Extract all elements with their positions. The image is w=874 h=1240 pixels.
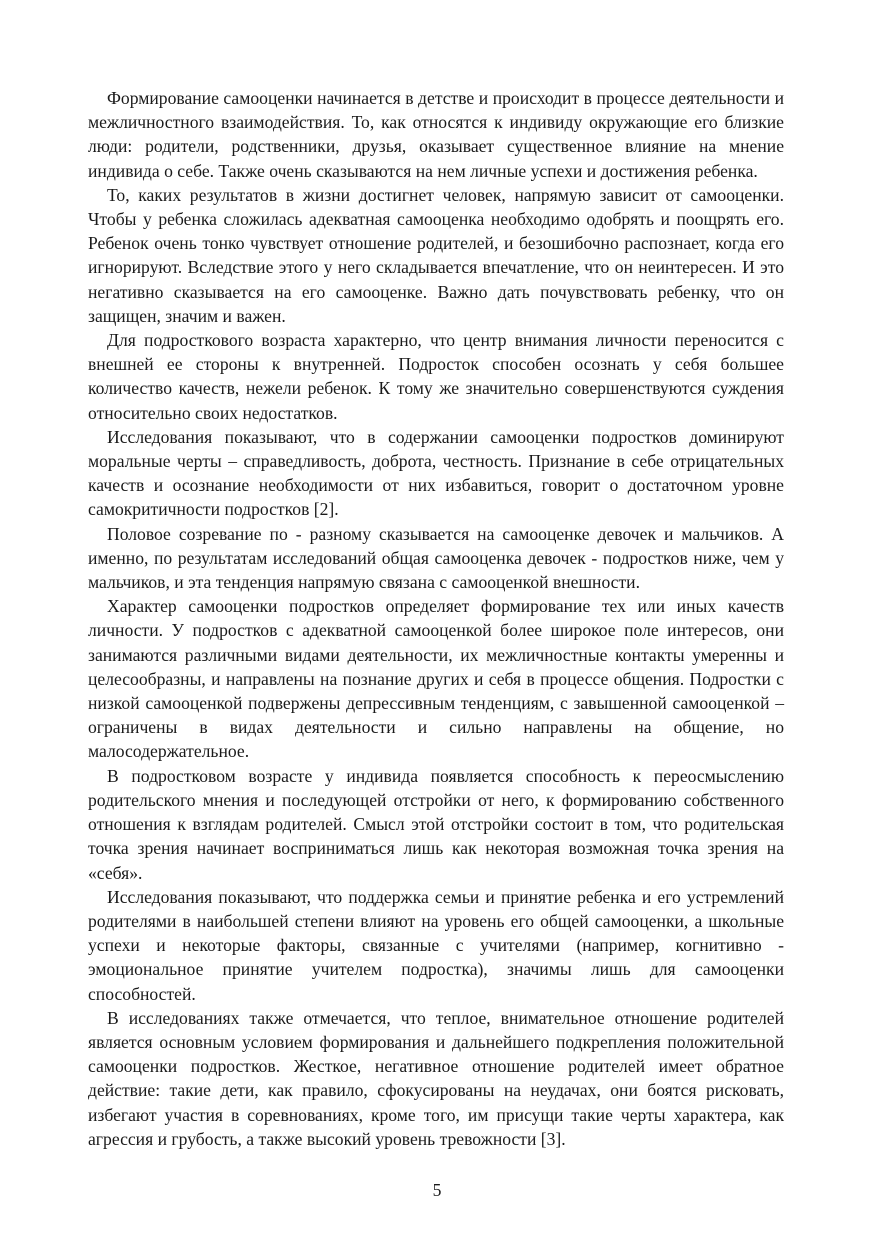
paragraph-5: Половое созревание по - разному сказывается на самооценке девочек и мальчиков. А именно, по результатам исследований общая самооценка девочек - подростков ниже, чем у мальчиков, и эта тенденция напрямую связана с самооценкой внешности. xyxy=(88,523,784,593)
paragraph-4: Исследования показывают, что в содержании самооценки подростков доминируют моральные черты – справедливость, доброта, честность. Признание в себе отрицательных качеств и осознание необходимости от них избавиться, говорит о достаточном уровне самокритичности подростков [2]. xyxy=(88,426,784,520)
paragraph-6: Характер самооценки подростков определяет формирование тех или иных качеств личности. У подростков с адекватной самооценкой более широкое поле интересов, они занимаются различными видами деятельности, их межличностные контакты умеренны и целесообразны, и направлены на познание других и себя в процессе общения. Подростки с низкой самооценкой подвержены депрессивным тенденциям, с завышенной самооценкой – ограничены в видах деятельности и сильно направлены на общение, но малосодержательное. xyxy=(88,596,784,762)
paragraph-3: Для подросткового возраста характерно, что центр внимания личности переносится с внешней ее стороны к внутренней. Подросток способен осознать у себя большее количество качеств, нежели ребенок. К тому же значительно совершенствуются суждения относительно своих недостатков. xyxy=(88,330,784,423)
page-number: 5 xyxy=(432,1180,442,1200)
body-text xyxy=(88,86,784,1151)
paragraph-1: Формирование самооценки начинается в детстве и происходит в процессе деятельности и межличностного взаимодействия. То, как относятся к индивиду окружающие его близкие люди: родители, родственники, друзья, оказывает существенное влияние на мнение индивида о себе. Также очень сказываются на нем личные успехи и достижения ребенка. xyxy=(88,88,784,181)
paragraph-7: В подростковом возрасте у индивида появляется способность к переосмыслению родительского мнения и последующей отстройки от него, к формированию собственного отношения к взглядам родителей. Смысл этой отстройки состоит в том, что родительская точка зрения начинает восприниматься лишь как некоторая возможная точка зрения на «себя». xyxy=(88,765,784,883)
paragraph-9: В исследованиях также отмечается, что теплое, внимательное отношение родителей является основным условием формирования и дальнейшего подкрепления положительной самооценки подростков. Жесткое, негативное отношение родителей имеет обратное действие: такие дети, как правило, сфокусированы на неудачах, они боятся рисковать, избегают участия в соревнованиях, кроме того, им присущи такие черты характера, как агрессия и грубость, а также высокий уровень тревожности [3]. xyxy=(88,1007,784,1149)
paragraph-2: То, каких результатов в жизни достигнет человек, напрямую зависит от самооценки. Чтобы у ребенка сложилась адекватная самооценка необходимо одобрять и поощрять его. Ребенок очень тонко чувствует отношение родителей, и безошибочно распознает, когда его игнорируют. Вследствие этого у него складывается впечатление, что он неинтересен. И это негативно сказывается на его самооценке. Важно дать почувствовать ребенку, что он защищен, значим и важен. xyxy=(88,184,784,326)
paragraph-8: Исследования показывают, что поддержка семьи и принятие ребенка и его устремлений родителями в наибольшей степени влияют на уровень его общей самооценки, а школьные успехи и некоторые факторы, связанные с учителями (например, когнитивно - эмоциональное принятие учителем подростка), значимы лишь для самооценки способностей. xyxy=(88,886,784,1004)
